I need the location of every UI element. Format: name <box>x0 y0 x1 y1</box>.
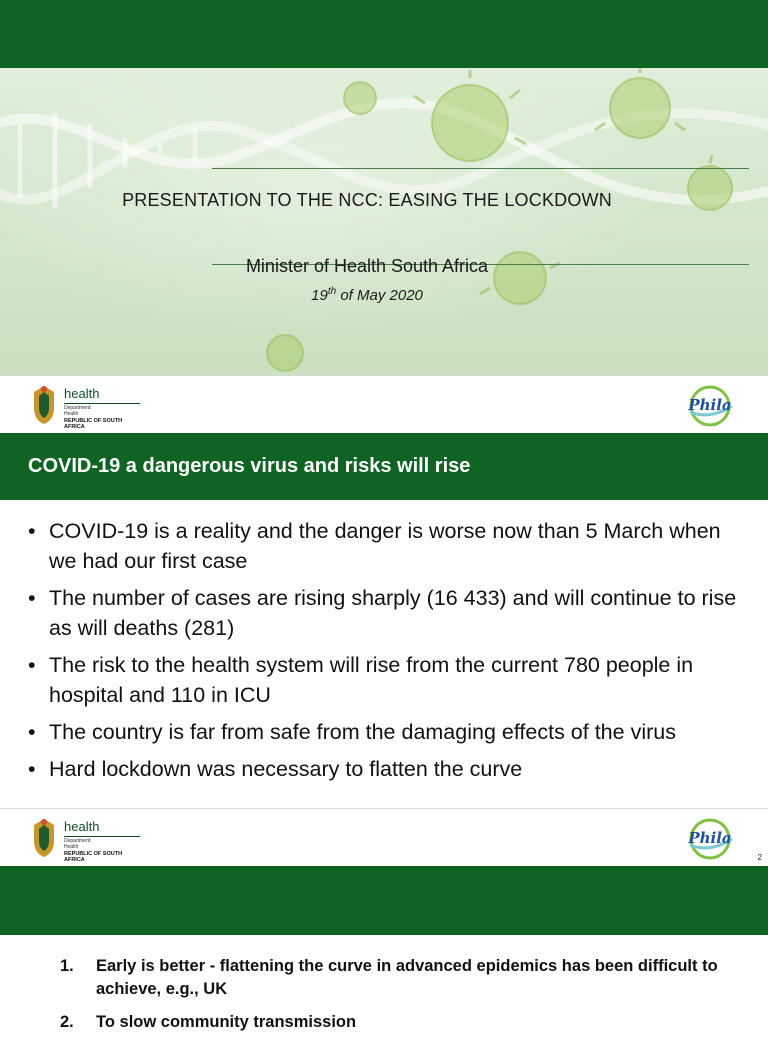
logo-health-label: Health <box>64 844 79 850</box>
slide3-numbered-list <box>60 955 720 1044</box>
bullet-item: • Hard lockdown was necessary to flatten the curve <box>28 754 748 784</box>
logo-dept-label: Department: <box>64 405 92 411</box>
logo-wordmark: health <box>64 819 100 834</box>
list-number: 1. <box>60 957 74 975</box>
list-item: 2. To slow community transmission <box>60 1011 720 1034</box>
page-number: 2 <box>757 853 762 862</box>
bullet-item: • COVID-19 is a reality and the danger is worse now than 5 March when we had our first case <box>28 516 748 576</box>
list-number: 2. <box>60 1013 74 1031</box>
bullet-dot: • <box>28 757 36 781</box>
logo-rule <box>64 836 140 837</box>
phila-logo-icon <box>682 817 738 861</box>
health-department-logo <box>30 384 142 428</box>
bullet-item: • The country is far from safe from the damaging effects of the virus <box>28 717 748 747</box>
slide2-header <box>0 433 768 500</box>
coat-of-arms-icon <box>30 817 58 859</box>
bullet-dot: • <box>28 519 36 543</box>
presentation-date: 19th of May 2020 <box>311 286 423 304</box>
presenter-name: Minister of Health South Africa <box>245 256 489 276</box>
health-department-logo <box>30 817 142 861</box>
slide1-hero-image <box>0 68 768 375</box>
logo-wordmark: health <box>64 386 100 401</box>
logo-rule <box>64 403 140 404</box>
virus-dna-background <box>0 68 768 375</box>
bullet-item: • The risk to the health system will rise from the current 780 people in hospital and 110 in ICU <box>28 650 748 710</box>
phila-logo-icon <box>682 384 738 428</box>
phila-logo-text: Phila <box>688 396 732 414</box>
logo-health-label: Health <box>64 411 79 417</box>
slide2-bullet-list <box>28 516 748 791</box>
presentation-title: PRESENTATION TO THE NCC: EASING THE LOCKDOWN <box>122 190 612 210</box>
slide3-header <box>0 866 768 935</box>
bullet-item: • The number of cases are rising sharply (16 433) and will continue to rise as will deaths (281) <box>28 583 748 643</box>
slide1-top-band <box>0 0 768 68</box>
coat-of-arms-icon <box>30 384 58 426</box>
logo-country-label: REPUBLIC OF SOUTH AFRICA <box>64 418 123 430</box>
phila-logo-text: Phila <box>688 829 732 847</box>
logo-dept-label: Department: <box>64 838 92 844</box>
list-item: 1. Early is better - flattening the curve in advanced epidemics has been difficult to achieve, e.g., UK <box>60 957 718 998</box>
title-rule-line <box>212 168 749 169</box>
bullet-dot: • <box>28 586 36 610</box>
slide1-footer <box>0 375 768 434</box>
bullet-dot: • <box>28 720 36 744</box>
bullet-dot: • <box>28 653 36 677</box>
slide2-title: COVID-19 a dangerous virus and risks will rise <box>28 455 471 477</box>
slide2-footer <box>0 808 768 867</box>
logo-country-label: REPUBLIC OF SOUTH AFRICA <box>64 851 123 863</box>
